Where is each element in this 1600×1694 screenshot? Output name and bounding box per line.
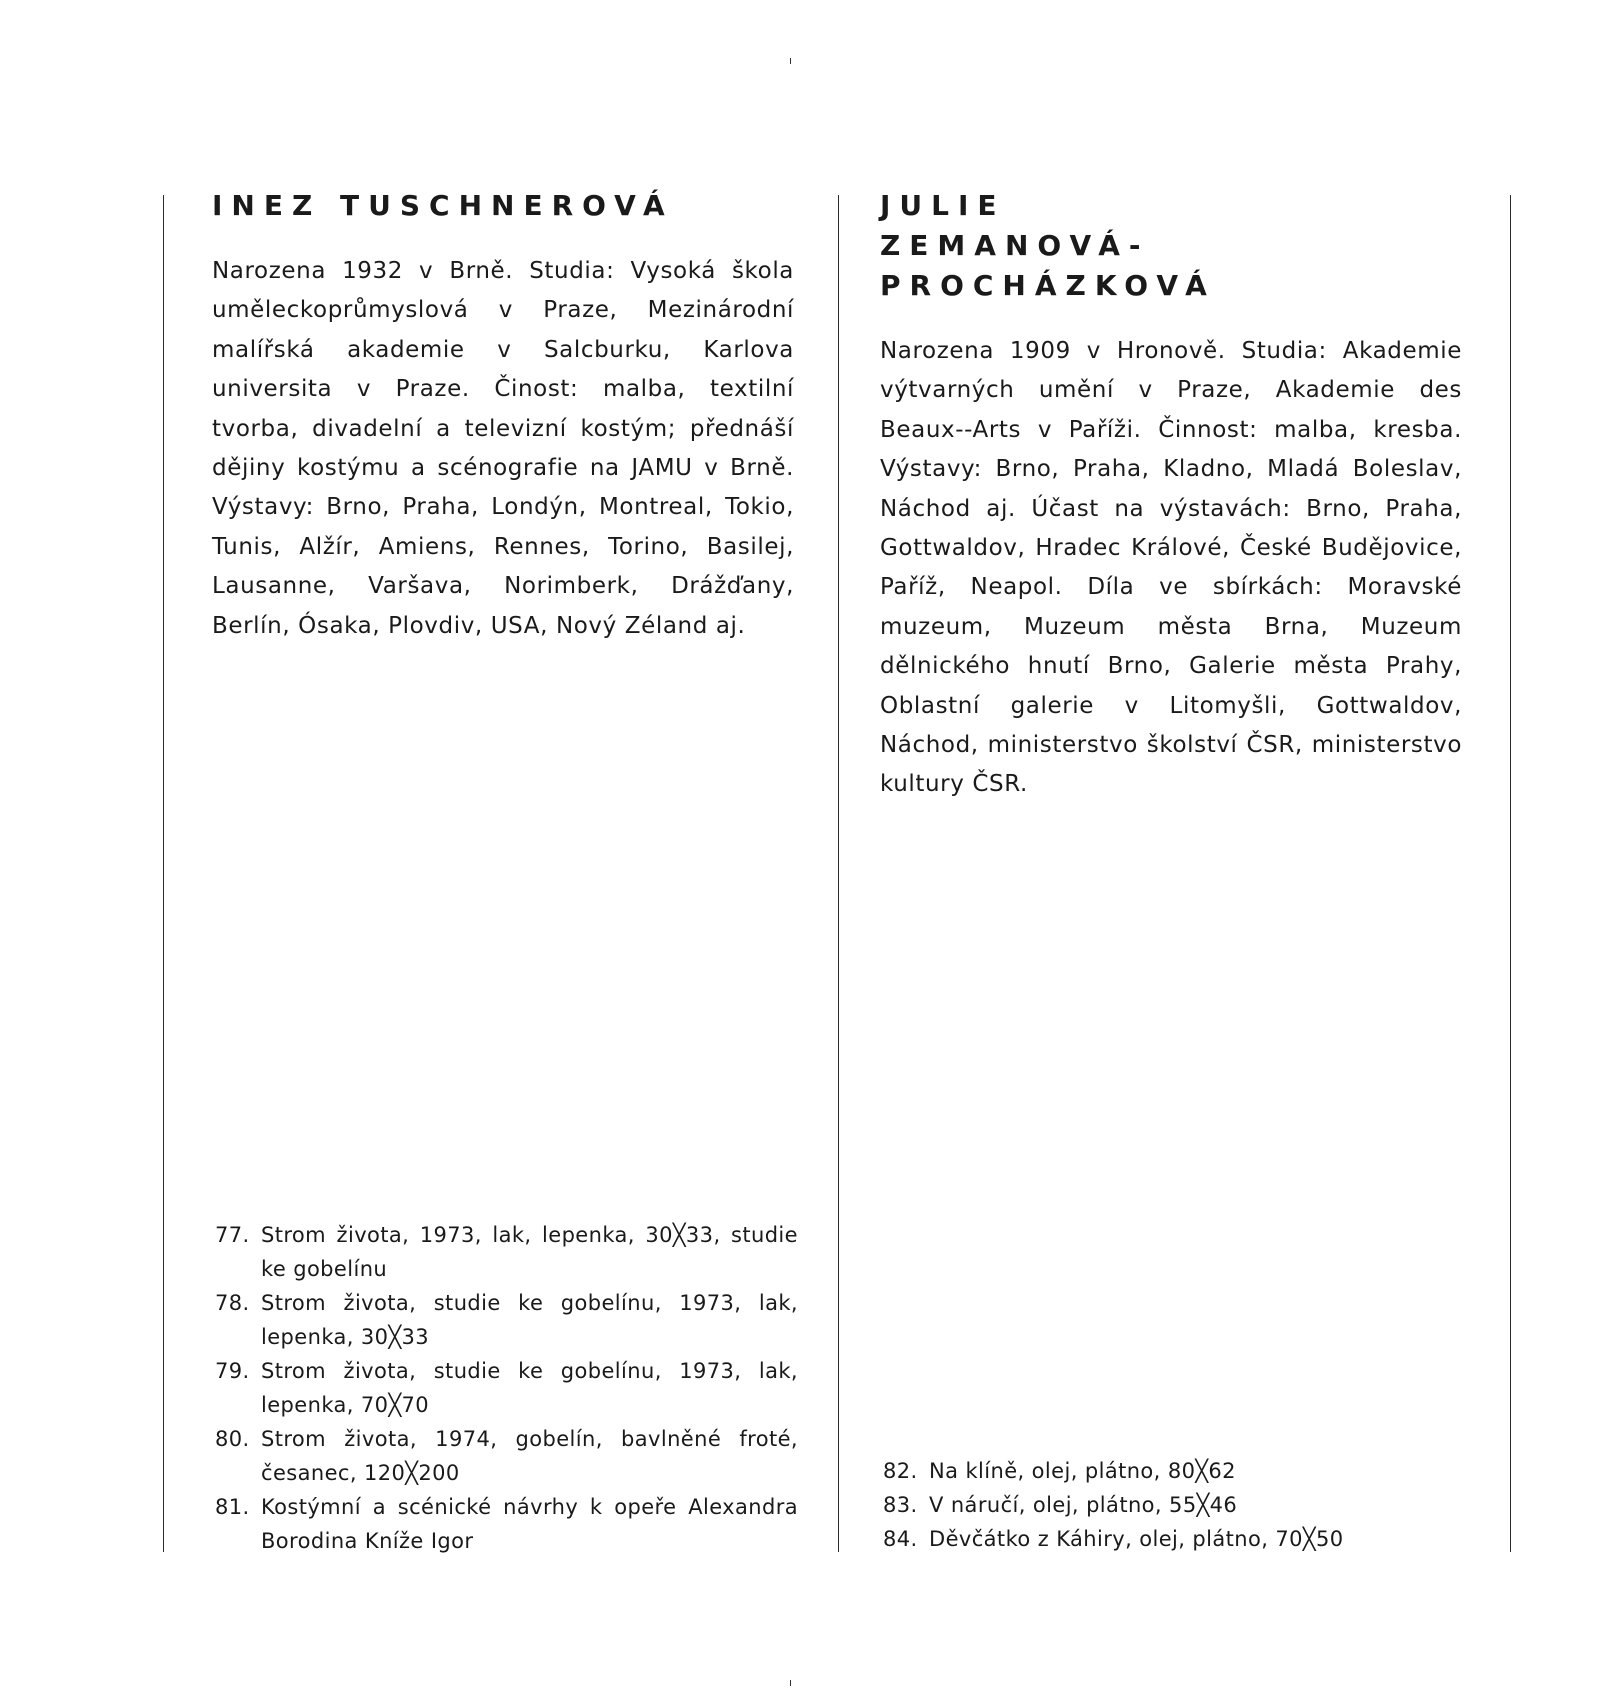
item-number: 82. xyxy=(883,1459,918,1483)
artist-name-heading xyxy=(880,186,1462,306)
right-column xyxy=(880,186,1462,805)
center-divider-rule xyxy=(838,195,839,1552)
bottom-crop-mark xyxy=(790,1680,791,1686)
item-text: Kostýmní a scénické návrhy k opeře Alexandra Borodina Kníže Igor xyxy=(261,1495,798,1553)
item-text: Strom života, studie ke gobelínu, 1973, lak, lepenka, 30╳33 xyxy=(261,1291,798,1349)
list-item xyxy=(215,1490,798,1558)
item-number: 80. xyxy=(215,1427,250,1451)
list-item xyxy=(883,1522,1383,1556)
heading-line-1: JULIE xyxy=(880,189,1006,222)
artist-biography: Narozena 1932 v Brně. Studia: Vysoká škola uměleckoprůmyslová v Praze, Mezinárodní malířská akademie v Salcburku, Karlova universita v Praze. Činost: malba, textilní tvorba, divadelní a televizní kostým; přednáší dějiny kostýmu a scénografie na JAMU v Brně. Výstavy: Brno, Praha, Londýn, Montreal, Tokio, Tunis, Alžír, Amiens, Rennes, Torino, Basilej, Lausanne, Varšava, Norimberk, Drážďany, Berlín, Ósaka, Plovdiv, USA, Nový Zéland aj. xyxy=(212,258,794,639)
left-works-list xyxy=(215,1218,798,1558)
heading-line-2: ZEMANOVÁ-PROCHÁZKOVÁ xyxy=(880,229,1216,302)
list-item xyxy=(215,1218,798,1286)
item-text: Strom života, 1973, lak, lepenka, 30╳33, studie ke gobelínu xyxy=(261,1223,798,1281)
list-item xyxy=(215,1286,798,1354)
item-number: 81. xyxy=(215,1495,250,1519)
list-item xyxy=(883,1488,1383,1522)
right-margin-rule xyxy=(1510,195,1511,1552)
item-number: 83. xyxy=(883,1493,918,1517)
list-item xyxy=(215,1354,798,1422)
item-text: Strom života, 1974, gobelín, bavlněné froté, česanec, 120╳200 xyxy=(261,1427,798,1485)
item-number: 79. xyxy=(215,1359,250,1383)
artist-biography: Narozena 1909 v Hronově. Studia: Akademie výtvarných umění v Praze, Akademie des Beaux--Arts v Paříži. Činnost: malba, kresba. Výstavy: Brno, Praha, Kladno, Mladá Boleslav, Náchod aj. Účast na výstavách: Brno, Praha, Gottwaldov, Hradec Králové, České Budějovice, Paříž, Neapol. Díla ve sbírkách: Moravské muzeum, Muzeum města Brna, Muzeum dělnického hnutí Brno, Galerie města Prahy, Oblastní galerie v Litomyšli, Gottwaldov, Náchod, ministerstvo školství ČSR, ministerstvo kultury ČSR. xyxy=(880,338,1462,798)
artist-name-heading: INEZ TUSCHNEROVÁ xyxy=(212,189,674,222)
list-item xyxy=(883,1454,1383,1488)
item-number: 78. xyxy=(215,1291,250,1315)
list-item xyxy=(215,1422,798,1490)
item-text: Strom života, studie ke gobelínu, 1973, lak, lepenka, 70╳70 xyxy=(261,1359,798,1417)
top-crop-mark xyxy=(790,58,791,64)
item-text: V náručí, olej, plátno, 55╳46 xyxy=(929,1493,1238,1517)
left-margin-rule xyxy=(163,195,164,1552)
item-text: Na klíně, olej, plátno, 80╳62 xyxy=(929,1459,1236,1483)
item-text: Děvčátko z Káhiry, olej, plátno, 70╳50 xyxy=(929,1527,1344,1551)
item-number: 84. xyxy=(883,1527,918,1551)
right-works-list xyxy=(883,1454,1383,1556)
item-number: 77. xyxy=(215,1223,250,1247)
left-column xyxy=(212,186,794,646)
